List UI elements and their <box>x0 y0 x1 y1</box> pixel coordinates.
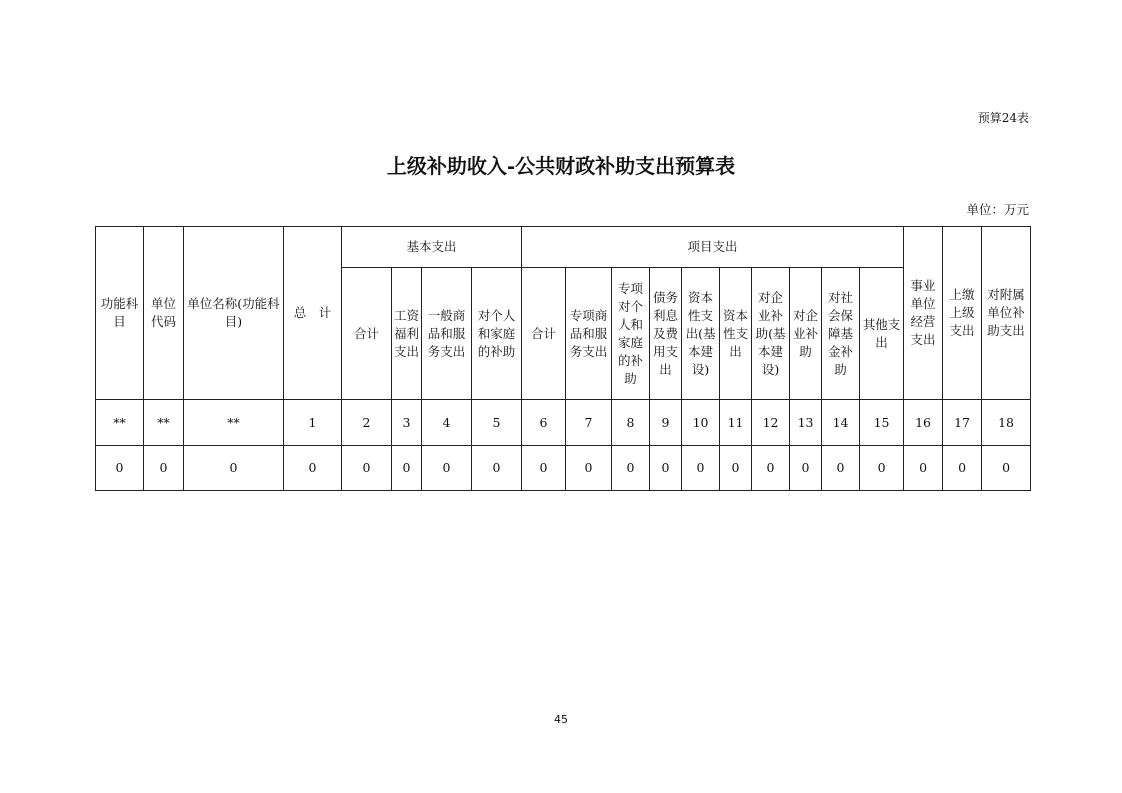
value-cell: 0 <box>720 446 752 491</box>
index-cell: 1 <box>284 400 342 446</box>
index-cell: 12 <box>752 400 790 446</box>
value-cell: 0 <box>392 446 422 491</box>
col-household-subsidy: 对个人和家庭的补助 <box>472 268 522 400</box>
col-unit-name: 单位名称(功能科目) <box>184 227 284 400</box>
col-group-project: 项目支出 <box>522 227 904 268</box>
col-project-household: 专项对个人和家庭的补助 <box>612 268 650 400</box>
unit-label: 单位：万元 <box>966 202 1029 217</box>
value-cell: 0 <box>982 446 1031 491</box>
index-cell: 14 <box>822 400 860 446</box>
col-unit-code: 单位代码 <box>144 227 184 400</box>
index-cell: ** <box>96 400 144 446</box>
value-cell: 0 <box>612 446 650 491</box>
index-cell: 15 <box>860 400 904 446</box>
index-cell: 6 <box>522 400 566 446</box>
index-cell: 2 <box>342 400 392 446</box>
header-row-groups <box>96 227 1031 268</box>
col-upper-payment: 上缴上级支出 <box>943 227 982 400</box>
value-cell: 0 <box>566 446 612 491</box>
value-cell: 0 <box>522 446 566 491</box>
col-salary: 工资福利支出 <box>392 268 422 400</box>
index-cell: 11 <box>720 400 752 446</box>
col-enterprise: 对企业补助 <box>790 268 822 400</box>
index-cell: 16 <box>904 400 943 446</box>
col-business-ops: 事业单位经营支出 <box>904 227 943 400</box>
page-title: 上级补助收入-公共财政补助支出预算表 <box>386 154 736 178</box>
form-number: 预算24表 <box>977 111 1029 125</box>
col-social-security: 对社会保障基金补助 <box>822 268 860 400</box>
value-cell: 0 <box>472 446 522 491</box>
index-cell: 17 <box>943 400 982 446</box>
value-cell: 0 <box>904 446 943 491</box>
col-affiliated: 对附属单位补助支出 <box>982 227 1031 400</box>
col-other: 其他支出 <box>860 268 904 400</box>
value-cell: 0 <box>96 446 144 491</box>
value-cell: 0 <box>422 446 472 491</box>
value-cell: 0 <box>860 446 904 491</box>
value-cell: 0 <box>790 446 822 491</box>
index-cell: 4 <box>422 400 472 446</box>
index-cell: 13 <box>790 400 822 446</box>
index-cell: 8 <box>612 400 650 446</box>
index-cell: 3 <box>392 400 422 446</box>
value-cell: 0 <box>184 446 284 491</box>
index-cell: 18 <box>982 400 1031 446</box>
index-cell: 10 <box>682 400 720 446</box>
col-goods-services: 一般商品和服务支出 <box>422 268 472 400</box>
index-cell: ** <box>184 400 284 446</box>
col-debt-interest: 债务利息及费用支出 <box>650 268 682 400</box>
value-cell: 0 <box>682 446 720 491</box>
value-cell: 0 <box>342 446 392 491</box>
value-cell: 0 <box>822 446 860 491</box>
value-cell: 0 <box>144 446 184 491</box>
col-group-basic: 基本支出 <box>342 227 522 268</box>
value-cell: 0 <box>650 446 682 491</box>
budget-table <box>95 226 1031 491</box>
value-cell: 0 <box>943 446 982 491</box>
col-capital: 资本性支出 <box>720 268 752 400</box>
index-cell: 5 <box>472 400 522 446</box>
value-cell: 0 <box>284 446 342 491</box>
table-row <box>96 446 1031 491</box>
col-enterprise-construction: 对企业补助(基本建设) <box>752 268 790 400</box>
col-basic-sum: 合计 <box>342 268 392 400</box>
page-number: 45 <box>554 713 568 726</box>
col-func-subject: 功能科目 <box>96 227 144 400</box>
col-special-goods: 专项商品和服务支出 <box>566 268 612 400</box>
value-cell: 0 <box>752 446 790 491</box>
col-capital-construction: 资本性支出(基本建设) <box>682 268 720 400</box>
index-cell: 9 <box>650 400 682 446</box>
index-cell: ** <box>144 400 184 446</box>
col-total: 总 计 <box>284 227 342 400</box>
index-row <box>96 400 1031 446</box>
index-cell: 7 <box>566 400 612 446</box>
col-project-sum: 合计 <box>522 268 566 400</box>
